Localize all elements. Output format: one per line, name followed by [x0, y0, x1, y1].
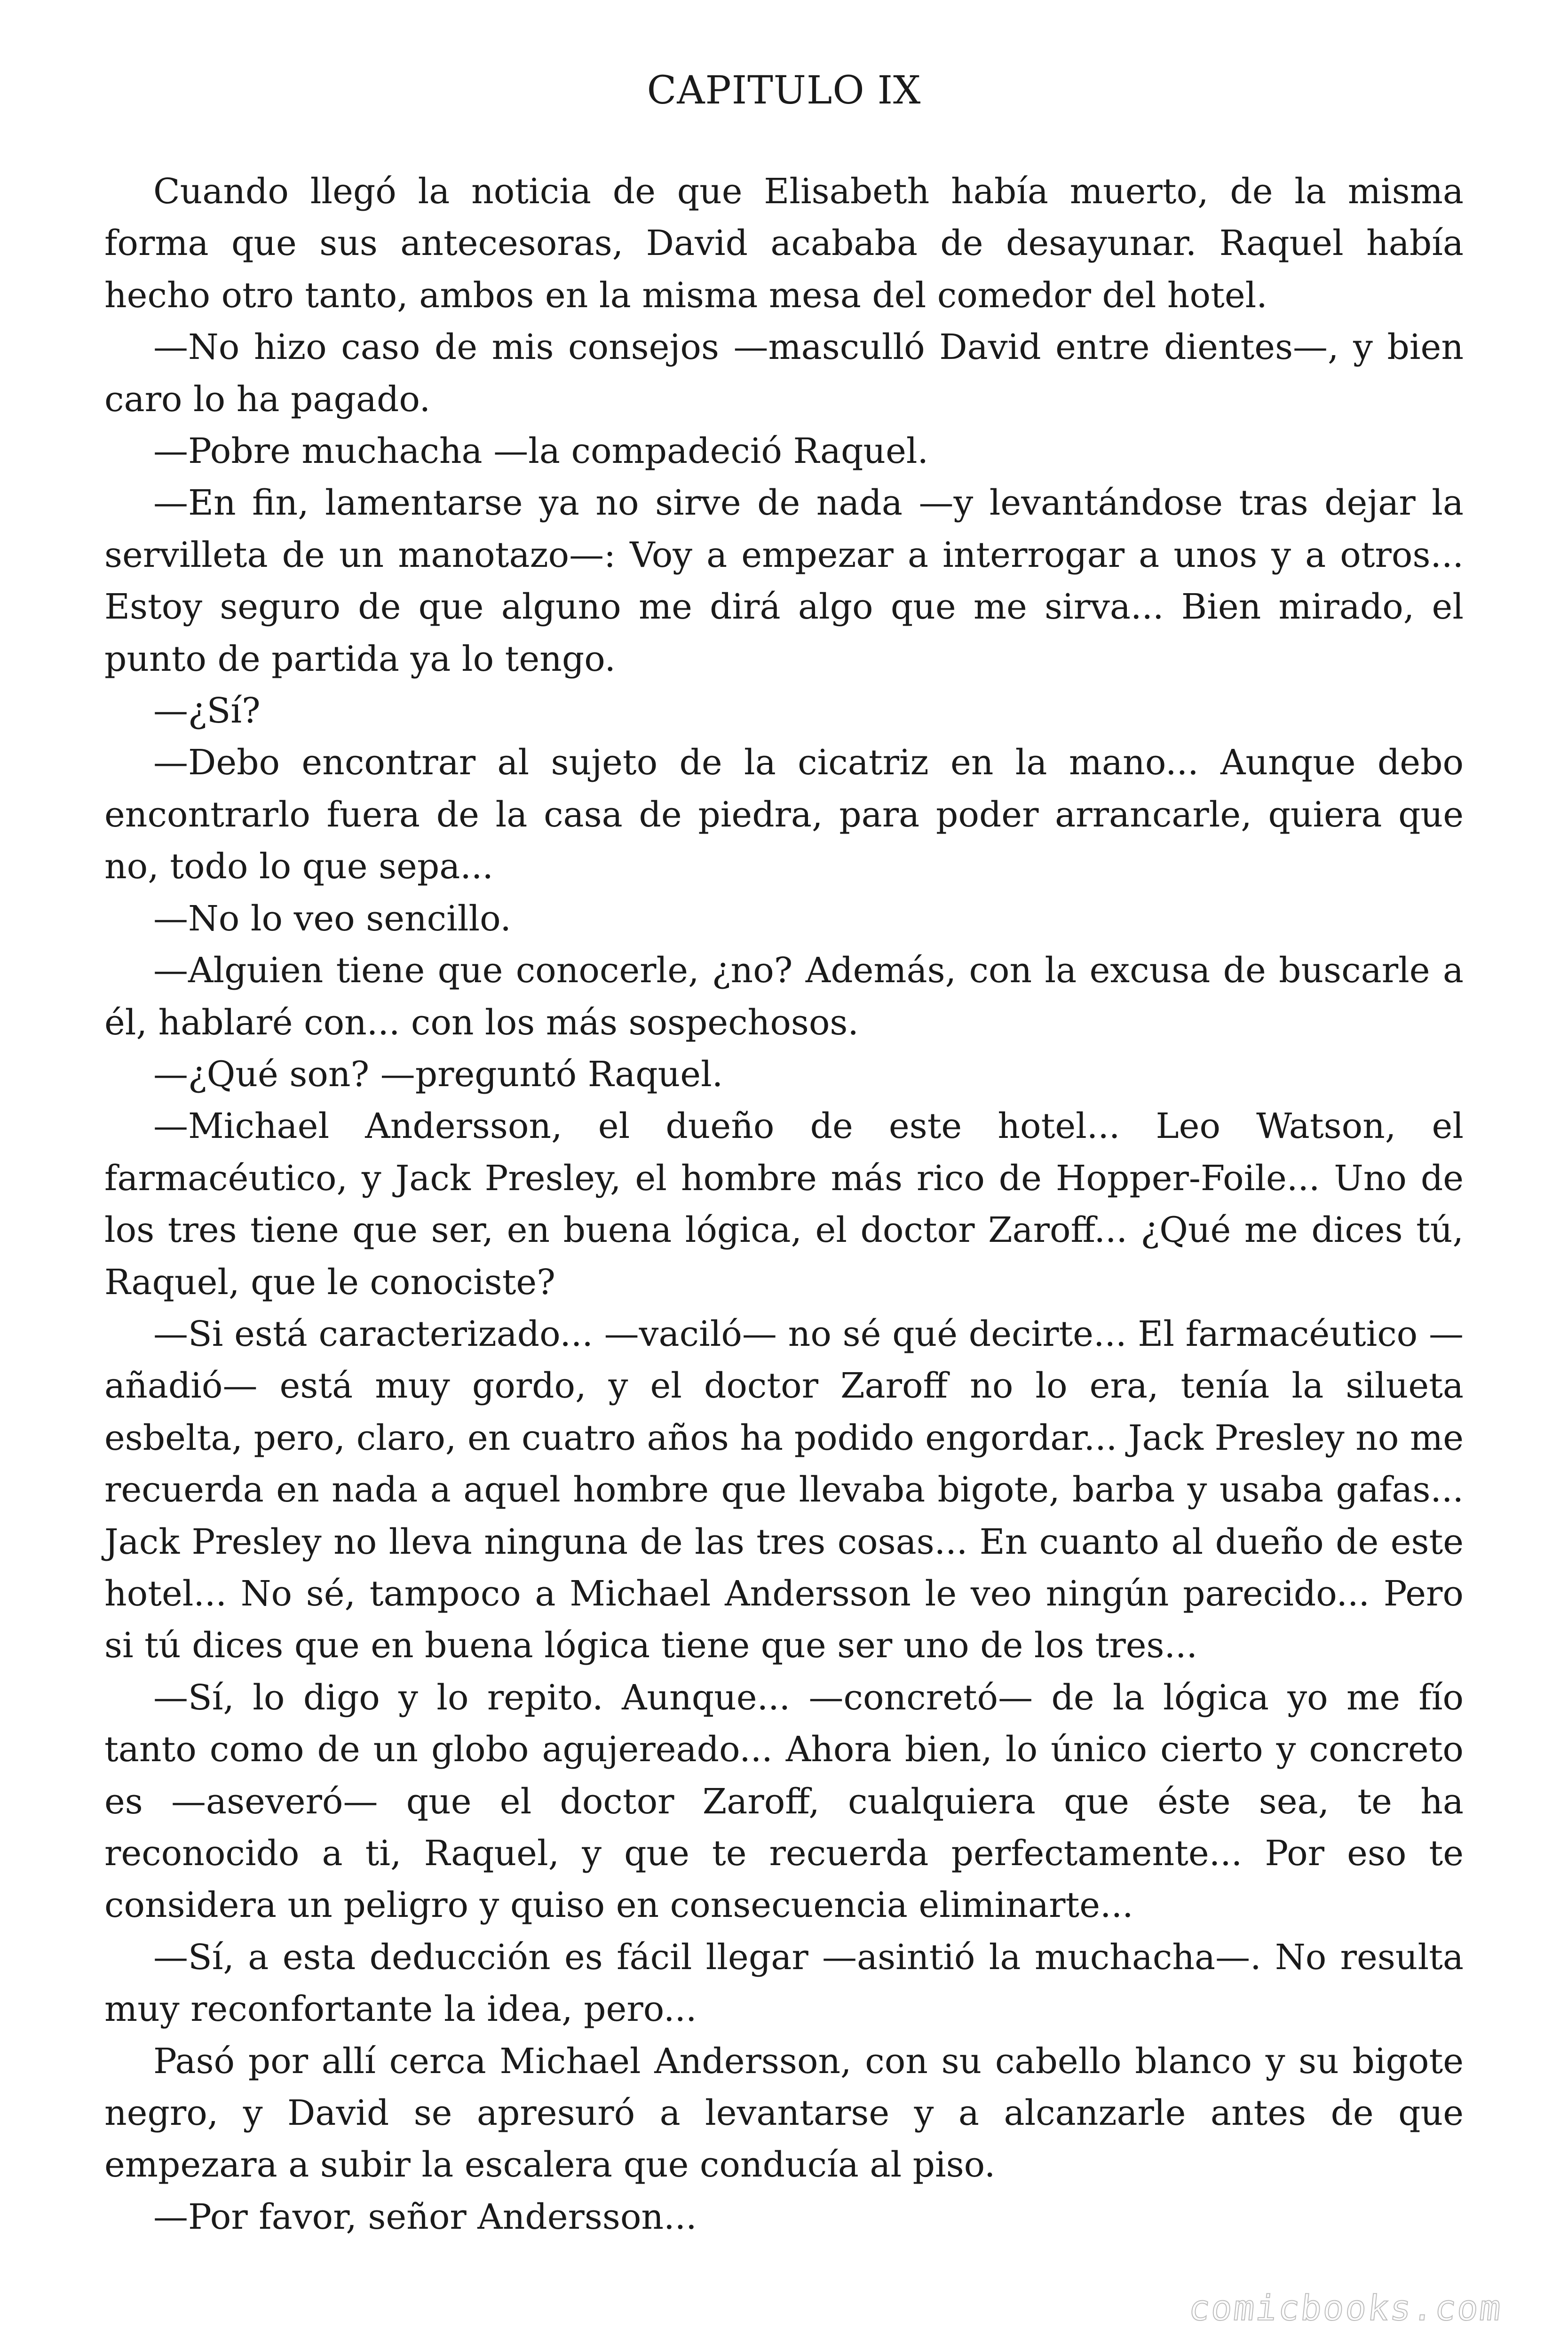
chapter-title: CAPITULO IX	[647, 68, 921, 113]
paragraph: Pasó por allí cerca Michael Andersson, con su cabello blanco y su bigote negro, y David se apresuró a levantarse y a alcanzarle antes de que empezara a subir la escalera que conducía al piso.	[104, 2041, 1464, 2185]
paragraph: —No lo veo sencillo.	[153, 898, 511, 939]
paragraph: —Pobre muchacha —la compadeció Raquel.	[153, 431, 929, 472]
watermark: comicbooks.com	[1187, 2288, 1505, 2328]
paragraph: —Alguien tiene que conocerle, ¿no? Además, con la excusa de buscarle a él, hablaré con... con los más sospechosos.	[104, 950, 1464, 1043]
paragraph: —Por favor, señor Andersson...	[153, 2196, 697, 2237]
paragraph: —No hizo caso de mis consejos —masculló David entre dientes—, y bien caro lo ha pagado.	[104, 327, 1464, 420]
paragraph: —Si está caracterizado... —vaciló— no sé qué decirte... El farmacéutico —añadió— está muy gordo, y el doctor Zaroff no lo era, tenía la silueta esbelta, pero, claro, en cuatro años ha podido engordar... Jack Presley no me recuerda en nada a aquel hombre que llevaba bigote, barba y usaba gafas... Jack Presley no lleva ninguna de las tres cosas... En cuanto al dueño de este hotel... No sé, tampoco a Michael Andersson le veo ningún parecido... Pero si tú dices que en buena lógica tiene que ser uno de los tres...	[104, 1313, 1464, 1666]
paragraph: Cuando llegó la noticia de que Elisabeth había muerto, de la misma forma que sus antecesoras, David acababa de desayunar. Raquel había hecho otro tanto, ambos en la misma mesa del comedor del hotel.	[104, 171, 1464, 316]
paragraph: —En fin, lamentarse ya no sirve de nada —y levantándose tras dejar la servilleta de un manotazo—: Voy a empezar a interrogar a unos y a otros... Estoy seguro de que alguno me dirá algo que me sirva... Bien mirado, el punto de partida ya lo tengo.	[104, 483, 1464, 679]
paragraph: —¿Qué son? —preguntó Raquel.	[153, 1054, 723, 1095]
chapter-body	[104, 166, 1464, 2243]
paragraph: —¿Sí?	[153, 691, 261, 731]
paragraph: —Debo encontrar al sujeto de la cicatriz en la mano... Aunque debo encontrarlo fuera de la casa de piedra, para poder arrancarle, quiera que no, todo lo que sepa...	[104, 742, 1464, 887]
paragraph: —Sí, lo digo y lo repito. Aunque... —concretó— de la lógica yo me fío tanto como de un globo agujereado... Ahora bien, lo único cierto y concreto es —aseveró— que el doctor Zaroff, cualquiera que éste sea, te ha reconocido a ti, Raquel, y que te recuerda perfectamente... Por eso te considera un peligro y quiso en consecuencia eliminarte...	[104, 1677, 1464, 1926]
paragraph: —Michael Andersson, el dueño de este hotel... Leo Watson, el farmacéutico, y Jack Presley, el hombre más rico de Hopper-Foile... Uno de los tres tiene que ser, en buena lógica, el doctor Zaroff... ¿Qué me dices tú, Raquel, que le conociste?	[104, 1106, 1464, 1303]
paragraph: —Sí, a esta deducción es fácil llegar —asintió la muchacha—. No resulta muy reconfortante la idea, pero...	[104, 1937, 1464, 2030]
